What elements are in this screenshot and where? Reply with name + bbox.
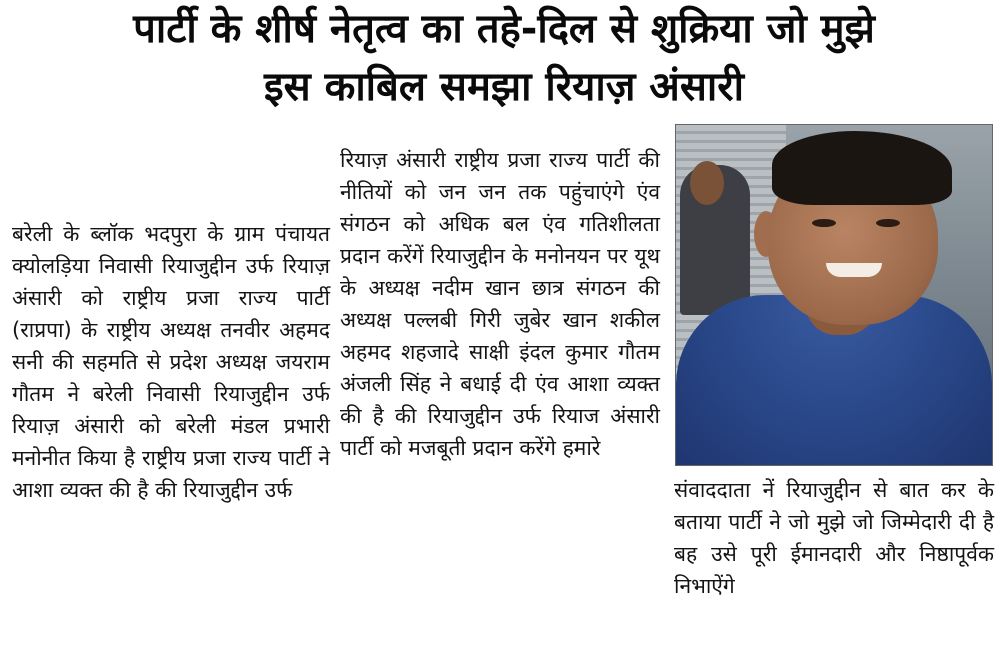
column-2-text: रियाज़ अंसारी राष्ट्रीय प्रजा राज्य पार्टी की नीतियों को जन जन तक पहुंचाएंगे एंव संगठन को अधिक बल एंव गतिशीलता प्रदान करेंगें रियाजुद्दीन के मनोनयन पर यूथ के अध्यक्ष नदीम खान छात्र संगठन की अध्यक्ष पल्लबी गिरी जुबेर खान शकील अहमद शहजादे साक्षी इंदल कुमार गौतम अंजली सिंह ने बधाई दी एंव आशा व्यक्त की है की रियाजुद्दीन उर्फ रियाज अंसारी पार्टी को मजबूती प्रदान करेंगे हमारे — [340, 148, 660, 460]
left-eye — [812, 219, 836, 227]
smile — [826, 263, 882, 277]
article-column-2 — [340, 144, 660, 464]
headline-line-1: पार्टी के शीर्ष नेतृत्व का तहे-दिल से शुक्रिया जो मुझे — [133, 6, 875, 52]
right-eye — [876, 219, 900, 227]
background-person-face — [690, 161, 724, 205]
portrait-photo — [675, 124, 993, 466]
article-column-1 — [12, 218, 330, 506]
hair — [772, 131, 952, 205]
column-1-text: बरेली के ब्लॉक भदपुरा के ग्राम पंचायत क्योलड़िया निवासी रियाजुद्दीन उर्फ रियाज़ अंसारी को राष्ट्रीय प्रजा राज्य पार्टी (राप्रपा) के राष्ट्रीय अध्यक्ष तनवीर अहमद सनी की सहमति से प्रदेश अध्यक्ष जयराम गौतम ने बरेली निवासी रियाजुद्दीन उर्फ रियाज़ अंसारी को बरेली मंडल प्रभारी मनोनीत किया है राष्ट्रीय प्रजा राज्य पार्टी ने आशा व्यक्त की है की रियाजुद्दीन उर्फ — [12, 222, 330, 502]
headline — [0, 0, 1008, 116]
article-column-3 — [674, 474, 994, 602]
column-3-text: संवाददाता नें रियाजुद्दीन से बात कर के बताया पार्टी ने जो मुझे जो जिम्मेदारी दी है बह उसे पूरी ईमानदारी और निष्ठापूर्वक निभाऐंगे — [674, 478, 994, 598]
headline-line-2: इस काबिल समझा रियाज़ अंसारी — [264, 64, 744, 110]
